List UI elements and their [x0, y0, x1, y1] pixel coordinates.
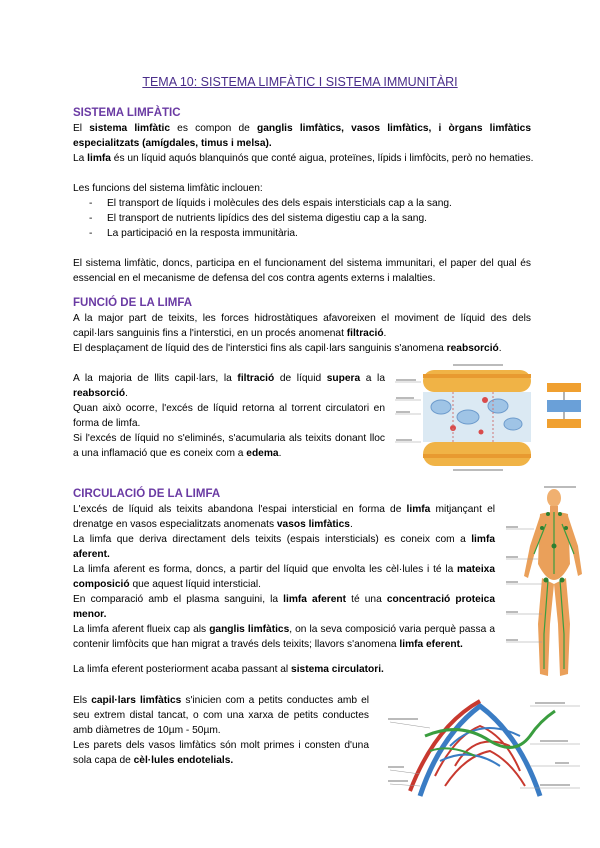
bold-term: concentració proteica menor. — [73, 594, 496, 620]
flowchart-box — [547, 383, 581, 392]
fluid-flow-flowchart — [545, 381, 585, 431]
text: . — [498, 343, 502, 354]
bold-term: sistema circulatori. — [291, 664, 384, 675]
paragraph-afferent-lymph — [73, 532, 495, 562]
bold-term: filtració — [237, 373, 275, 384]
bold-term: sistema limfàtic — [89, 123, 171, 134]
text: Els — [73, 695, 92, 706]
paragraph-excess-returns: Quan això ocorre, l'excés de líquid retorna al torrent circulatori en forma de limfa. — [73, 403, 385, 429]
bold-term: limfa aferent. — [73, 534, 495, 560]
paragraph-vessel-walls — [73, 738, 369, 768]
text: A la major part de teixits, les forces hidrostàtiques afavoreixen el moviment de líquid des dels capil·lars sanguinis fins a l'interstici, en un procés anomenat — [73, 313, 531, 339]
body-lymphatic-system-figure — [504, 484, 584, 682]
lymphatic-capillary-network-figure — [380, 696, 585, 806]
list-item: - La participació en la resposta immunitària. — [73, 226, 531, 241]
arterial-capillary — [423, 370, 531, 392]
paragraph-filtration — [73, 311, 531, 341]
paragraph-lymph-drainage — [73, 502, 495, 532]
text: A la majoria de llits capil·lars, la — [73, 373, 238, 384]
section-heading-lymph-circulation: CIRCULACIÓ DE LA LIMFA — [73, 488, 221, 500]
section-heading-lymphatic-system: SISTEMA LIMFÀTIC — [73, 107, 181, 119]
bold-term: vasos limfàtics — [276, 519, 350, 530]
text: s'inicien com a petits conductes amb el seu extrem distal tancat, o com una xarxa de petits conductes amb diàmetres de 10µm - 50µm. — [73, 695, 370, 736]
bold-term: mateixa composició — [73, 564, 495, 590]
page-title: TEMA 10: SISTEMA LIMFÀTIC I SISTEMA IMMUNITÀRI — [142, 75, 458, 89]
text: L'excés de líquid als teixits abandona l'espai intersticial en forma de — [73, 504, 407, 515]
section-heading-lymph-function: FUNCIÓ DE LA LIMFA — [73, 297, 193, 309]
text: Si l'excés de líquid no s'eliminés, s'acumularia als teixits donant lloc a una inflamació que es coneix com a — [73, 433, 385, 459]
bold-term: capil·lars limfàtics — [91, 695, 182, 706]
paragraph-lymph-capillaries — [73, 693, 369, 738]
text: En comparació amb el plasma sanguini, la — [73, 594, 284, 605]
paragraph-reabsorption — [73, 341, 531, 356]
bold-term: reabsorció — [73, 388, 126, 399]
flowchart-box — [547, 419, 581, 428]
paragraph-lymph-definition — [73, 151, 543, 166]
text: Les parets dels vasos limfàtics són molt primes i consten d'una sola capa de — [73, 740, 369, 766]
text: mitjançant el drenatge en vasos especialitzats anomenats — [73, 504, 495, 530]
head — [547, 489, 561, 507]
text: La limfa eferent posteriorment acaba passant al — [73, 664, 292, 675]
text: . — [278, 448, 282, 459]
functions-list — [73, 196, 531, 241]
bold-term: supera — [326, 373, 361, 384]
bold-term: limfa — [87, 153, 111, 164]
text: és un líquid aquós blanquinós que conté aigua, proteïnes, lípids i limfòcits, però no hematies. — [110, 153, 534, 164]
capillary-filtration-figure — [393, 362, 533, 474]
right-leg — [554, 578, 570, 676]
bold-term: limfa eferent. — [399, 639, 463, 650]
paragraph-same-composition — [73, 562, 495, 592]
text: El desplaçament de líquid des de l'interstici fins als capil·lars sanguinis s'anomena — [73, 343, 447, 354]
bold-term: reabsorció — [446, 343, 499, 354]
text: El — [73, 123, 90, 134]
functions-intro: Les funcions del sistema limfàtic inclouen: — [73, 183, 263, 194]
text: La limfa aferent flueix cap als — [73, 624, 210, 635]
paragraph-immune-role: El sistema limfàtic, doncs, participa en el funcionament del sistema immunitari, el paper del qual és essencial en el mecanisme de defensa del cos contra agents externs i malalties. — [73, 258, 531, 284]
flowchart-box — [547, 400, 581, 412]
list-item: - El transport de líquids i molècules des dels espais intersticials cap a la sang. — [73, 196, 531, 211]
paragraph-edema — [73, 431, 385, 461]
bold-term: filtració — [346, 328, 384, 339]
text: La limfa que deriva directament dels teixits (espais intersticials) es coneix com a — [73, 534, 472, 545]
paragraph-filtration-exceeds — [73, 371, 385, 401]
list-item: - El transport de nutrients lipídics des del sistema digestiu cap a la sang. — [73, 211, 531, 226]
text: La limfa aferent es forma, doncs, a partir del líquid que envolta les cèl·lules i té la — [73, 564, 458, 575]
paragraph-plasma-comparison — [73, 592, 495, 622]
text: que aquest líquid intersticial. — [129, 579, 261, 590]
text: . — [383, 328, 387, 339]
text: es compon de — [170, 123, 258, 134]
paragraph-circulatory-system — [73, 662, 503, 677]
bold-term: ganglis limfàtics, vasos limfàtics, i òrgans limfàtics especialitzats (amígdales, timus i melsa). — [73, 123, 532, 149]
text: La — [73, 153, 88, 164]
text: de líquid — [274, 373, 327, 384]
bold-term: cèl·lules endotelials. — [133, 755, 234, 766]
bold-term: limfa — [406, 504, 431, 515]
text: . — [349, 519, 353, 530]
text: a la — [360, 373, 385, 384]
text: , on la seva composició varia perquè passa a contenir limfòcits que han migrat a través dels teixits; llavors s'anomena — [73, 624, 495, 650]
bold-term: limfa aferent — [283, 594, 347, 605]
bold-term: ganglis limfàtics — [209, 624, 290, 635]
text: té una — [346, 594, 387, 605]
paragraph-lymphatic-components — [73, 121, 531, 151]
left-leg — [538, 578, 554, 676]
bold-term: edema — [246, 448, 279, 459]
text: . — [125, 388, 128, 399]
paragraph-efferent-lymph — [73, 622, 495, 652]
